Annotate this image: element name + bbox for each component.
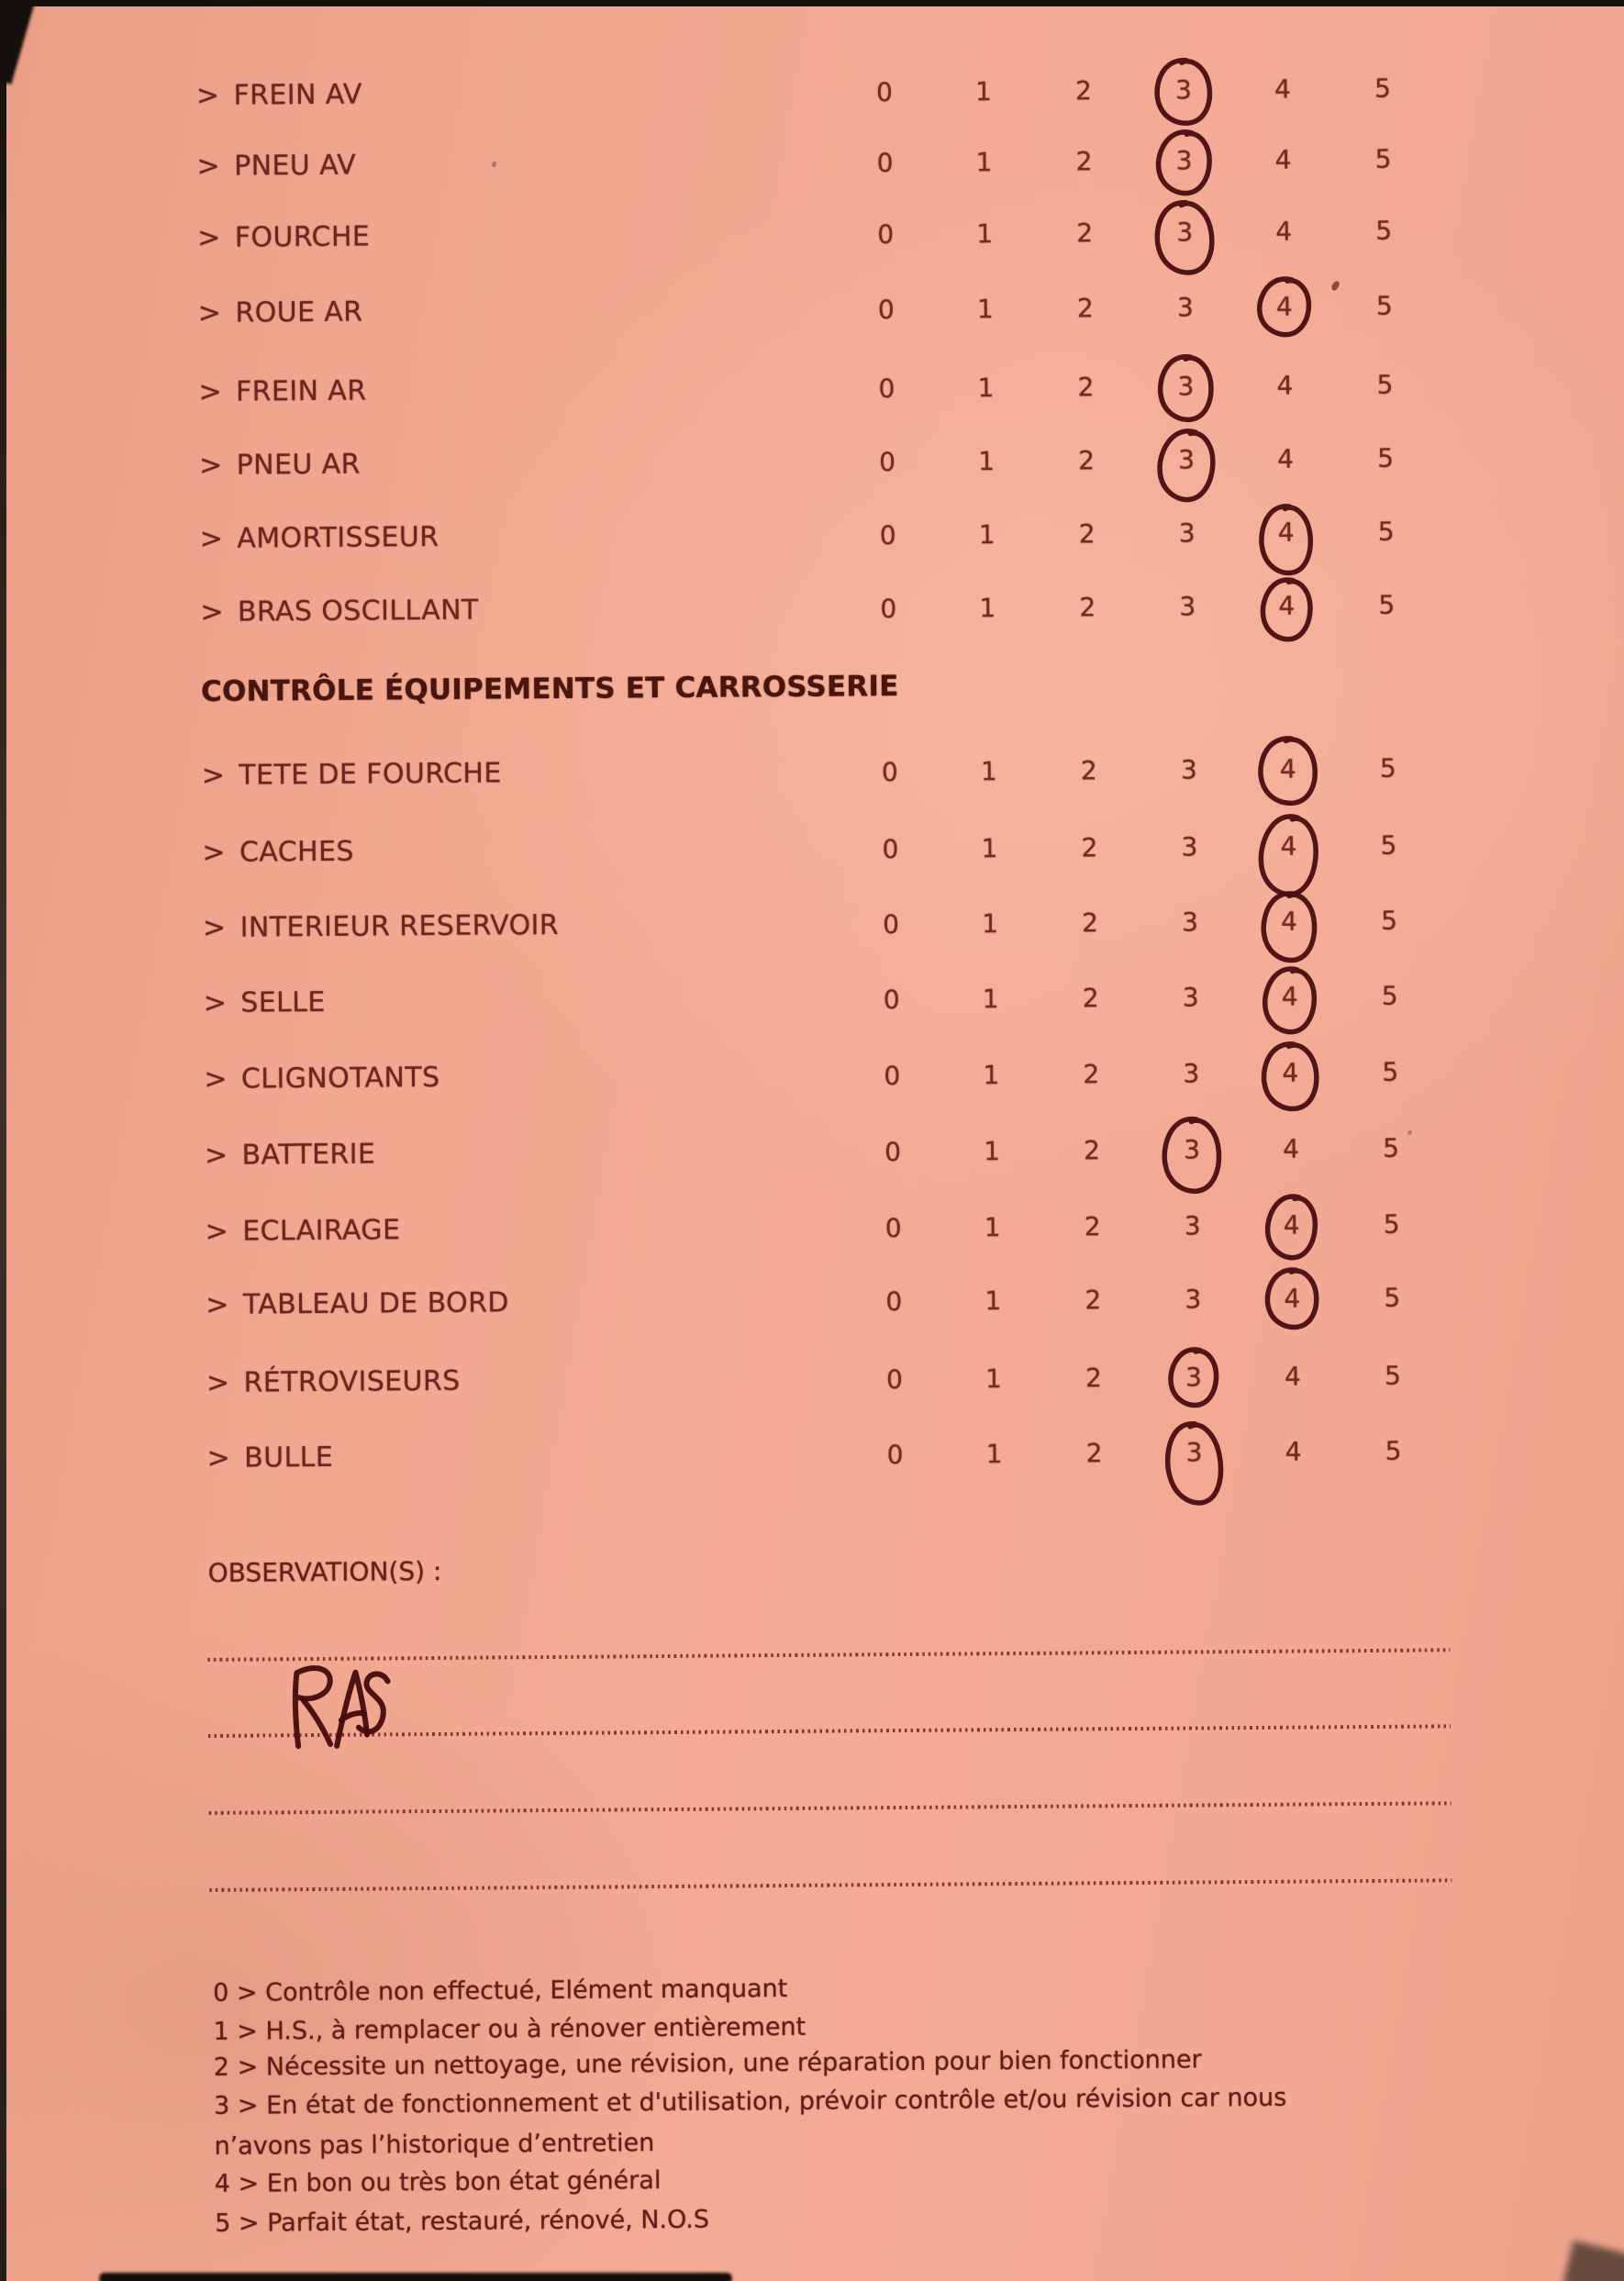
scale-number: 1 xyxy=(977,373,995,404)
scale-number: 2 xyxy=(1084,1211,1101,1242)
scale-number: 1 xyxy=(982,984,999,1015)
scale-number: 2 xyxy=(1083,1059,1100,1090)
legend-line: 2 > Nécessite un nettoyage, une révision, une réparation pour bien fonctionner xyxy=(213,2045,1202,2082)
scale-number: 3 xyxy=(1183,1134,1201,1165)
scale-number: 5 xyxy=(1382,1056,1399,1087)
scale-number: 3 xyxy=(1176,217,1194,248)
scale-number: 1 xyxy=(985,1439,1003,1470)
scale-number: 2 xyxy=(1080,755,1097,786)
scale-number: 1 xyxy=(979,593,996,624)
scale-number: 4 xyxy=(1281,981,1298,1012)
legend-line: 3 > En état de fonctionnement et d'utilisation, prévoir contrôle et/ou révision car nous xyxy=(214,2083,1287,2120)
row-label-text: SELLE xyxy=(240,985,326,1019)
scale-number: 5 xyxy=(1384,1282,1401,1313)
row-chevron: > xyxy=(202,911,227,944)
scale-number: 0 xyxy=(879,447,896,478)
scale-number: 3 xyxy=(1185,1284,1202,1315)
row-chevron: > xyxy=(199,449,223,482)
scale-number: 4 xyxy=(1277,443,1295,474)
row-label-text: TABLEAU DE BORD xyxy=(242,1286,510,1321)
scale-number: 2 xyxy=(1077,372,1095,403)
scale-number: 4 xyxy=(1282,1057,1299,1088)
row-label-text: TETE DE FOURCHE xyxy=(239,757,502,792)
row-chevron: > xyxy=(196,150,221,183)
scale-number: 2 xyxy=(1076,217,1094,249)
scale-number: 5 xyxy=(1381,980,1398,1011)
scale-number: 4 xyxy=(1275,216,1293,247)
scale-number: 5 xyxy=(1382,1132,1400,1163)
row-chevron: > xyxy=(204,1063,228,1096)
scale-number: 2 xyxy=(1075,146,1093,177)
rating-circle xyxy=(1156,1415,1233,1513)
row-label-text: FREIN AV xyxy=(233,78,362,112)
row-label-text: RÉTROVISEURS xyxy=(243,1364,461,1399)
row-chevron: > xyxy=(206,1366,230,1399)
scale-number: 0 xyxy=(878,373,895,405)
scale-number: 5 xyxy=(1374,72,1392,104)
scale-number: 4 xyxy=(1283,1209,1300,1241)
scale-number: 1 xyxy=(978,446,996,477)
scale-number: 3 xyxy=(1176,292,1194,323)
row-label-text: PNEU AR xyxy=(236,448,361,482)
scale-number: 3 xyxy=(1178,444,1196,475)
scale-number: 2 xyxy=(1082,983,1099,1014)
scale-number: 2 xyxy=(1085,1438,1103,1469)
row-label-text: ROUE AR xyxy=(235,295,363,329)
scale-number: 2 xyxy=(1085,1363,1103,1394)
row-chevron: > xyxy=(197,296,222,329)
scale-number: 1 xyxy=(982,908,999,940)
row-chevron: > xyxy=(206,1288,230,1321)
scale-number: 4 xyxy=(1278,590,1296,621)
scale-number: 5 xyxy=(1377,516,1395,547)
legend-line: 1 > H.S., à remplacer ou à rénover entièrement xyxy=(213,2012,806,2046)
row-chevron: > xyxy=(200,595,225,629)
row-chevron: > xyxy=(195,79,220,112)
scale-number: 4 xyxy=(1277,517,1295,548)
row-label xyxy=(207,1441,334,1474)
scale-number: 0 xyxy=(886,1439,904,1471)
scale-number: 0 xyxy=(876,148,894,179)
scale-number: 1 xyxy=(984,1363,1003,1395)
scale-number: 5 xyxy=(1378,589,1396,620)
photo-edge-shadow-bottom xyxy=(99,2273,732,2281)
scale-number: 2 xyxy=(1078,518,1096,550)
scale-number: 1 xyxy=(976,294,994,325)
scale-number: 0 xyxy=(884,1212,902,1244)
scale-number: 2 xyxy=(1083,1135,1101,1166)
scale-number: 5 xyxy=(1376,369,1394,400)
scale-number: 0 xyxy=(877,219,895,250)
scale-number: 1 xyxy=(980,756,997,787)
scale-number: 0 xyxy=(875,77,894,108)
row-label-text: CLIGNOTANTS xyxy=(240,1061,440,1096)
scale-number: 1 xyxy=(984,1285,1002,1317)
scale-number: 2 xyxy=(1074,75,1093,106)
scale-number: 0 xyxy=(882,834,899,865)
scale-number: 5 xyxy=(1380,829,1397,861)
legend-line: 5 > Parfait état, restauré, rénové, N.O.S xyxy=(215,2205,710,2238)
scale-number: 3 xyxy=(1175,145,1193,176)
scale-number: 3 xyxy=(1184,1210,1201,1241)
scale-number: 1 xyxy=(976,218,994,250)
row-label-text: CACHES xyxy=(239,835,355,869)
scale-number: 3 xyxy=(1181,831,1198,862)
scale-number: 0 xyxy=(884,1136,902,1168)
scale-number: 3 xyxy=(1185,1362,1203,1393)
row-label-text: INTERIEUR RESERVOIR xyxy=(239,908,560,944)
scale-number: 1 xyxy=(984,1212,1001,1243)
row-chevron: > xyxy=(198,375,223,408)
scale-number: 5 xyxy=(1375,290,1393,321)
scale-number: 0 xyxy=(880,594,897,625)
scale-number: 0 xyxy=(883,909,900,940)
scale-number: 4 xyxy=(1284,1361,1302,1392)
scale-number: 5 xyxy=(1374,143,1392,174)
scale-number: 3 xyxy=(1180,754,1197,785)
scale-number: 0 xyxy=(885,1285,903,1318)
scale-number: 5 xyxy=(1384,1360,1402,1391)
scale-number: 5 xyxy=(1381,905,1398,936)
scale-number: 3 xyxy=(1179,591,1196,622)
scale-number: 4 xyxy=(1280,830,1297,862)
scale-number: 0 xyxy=(879,520,896,551)
row-label-text: AMORTISSEUR xyxy=(237,520,439,555)
scale-number: 2 xyxy=(1076,293,1094,324)
scale-number: 2 xyxy=(1085,1285,1102,1316)
scale-number: 1 xyxy=(984,1136,1001,1167)
scale-number: 0 xyxy=(885,1363,904,1396)
scale-number: 3 xyxy=(1183,1058,1200,1089)
paper-sheet xyxy=(6,6,1624,2281)
scale-number: 2 xyxy=(1082,907,1099,939)
scale-number: 4 xyxy=(1281,906,1298,937)
row-label-text: FREIN AR xyxy=(235,374,367,408)
row-label-text: FOURCHE xyxy=(234,220,371,254)
scale-number: 1 xyxy=(975,147,993,178)
scale-number: 1 xyxy=(983,1060,1000,1091)
scale-number: 4 xyxy=(1276,370,1294,401)
scale-number: 1 xyxy=(981,833,998,864)
scale-number: 5 xyxy=(1379,752,1396,784)
legend-line: n’avons pas l’historique d’entretien xyxy=(214,2129,655,2161)
row-label-text: PNEU AV xyxy=(233,149,357,183)
legend-line: 4 > En bon ou très bon état général xyxy=(214,2166,662,2198)
scale-number: 4 xyxy=(1282,1133,1300,1164)
scale-number: 3 xyxy=(1182,907,1199,938)
scale-number: 0 xyxy=(883,984,900,1016)
scale-number: 5 xyxy=(1385,1435,1402,1466)
scale-number: 3 xyxy=(1185,1437,1203,1468)
scale-number: 2 xyxy=(1081,832,1098,863)
row-chevron: > xyxy=(202,836,227,869)
scale-number: 5 xyxy=(1383,1208,1400,1240)
legend-line: 0 > Contrôle non effectué, Elément manquant xyxy=(213,1974,788,2008)
scale-number: 1 xyxy=(974,76,993,107)
scale-number: 4 xyxy=(1274,144,1292,175)
row-label-text: BRAS OSCILLANT xyxy=(237,594,479,629)
row-chevron: > xyxy=(205,1215,229,1248)
scale-number: 3 xyxy=(1174,74,1193,106)
row-chevron: > xyxy=(203,986,228,1019)
scale-number: 2 xyxy=(1078,445,1096,476)
scale-number: 4 xyxy=(1285,1436,1302,1467)
row-chevron: > xyxy=(201,759,226,792)
handwritten-note-ras xyxy=(283,1661,399,1757)
scale-number: 4 xyxy=(1275,291,1293,322)
row-label-text: BULLE xyxy=(244,1441,334,1474)
scale-number: 3 xyxy=(1178,517,1196,549)
scale-number: 1 xyxy=(978,519,996,551)
scale-number: 4 xyxy=(1284,1283,1301,1314)
row-chevron: > xyxy=(204,1139,228,1172)
section-title: CONTRÔLE ÉQUIPEMENTS ET CARROSSERIE xyxy=(200,669,899,708)
row-label-text: BATTERIE xyxy=(241,1138,376,1172)
row-chevron: > xyxy=(197,221,221,254)
scale-number: 0 xyxy=(884,1060,901,1092)
observations-label: OBSERVATION(S) : xyxy=(207,1555,442,1588)
scale-number: 3 xyxy=(1182,982,1199,1013)
scale-number: 5 xyxy=(1375,215,1393,246)
scale-number: 0 xyxy=(877,295,895,326)
row-chevron: > xyxy=(206,1441,231,1474)
scale-number: 5 xyxy=(1377,442,1395,473)
scale-number: 2 xyxy=(1079,592,1096,623)
scale-number: 4 xyxy=(1279,753,1296,784)
row-label-text: ECLAIRAGE xyxy=(242,1214,401,1248)
scale-number: 4 xyxy=(1274,73,1292,105)
row-chevron: > xyxy=(199,522,224,555)
scale-number: 0 xyxy=(881,757,898,788)
scale-number: 3 xyxy=(1177,371,1195,402)
